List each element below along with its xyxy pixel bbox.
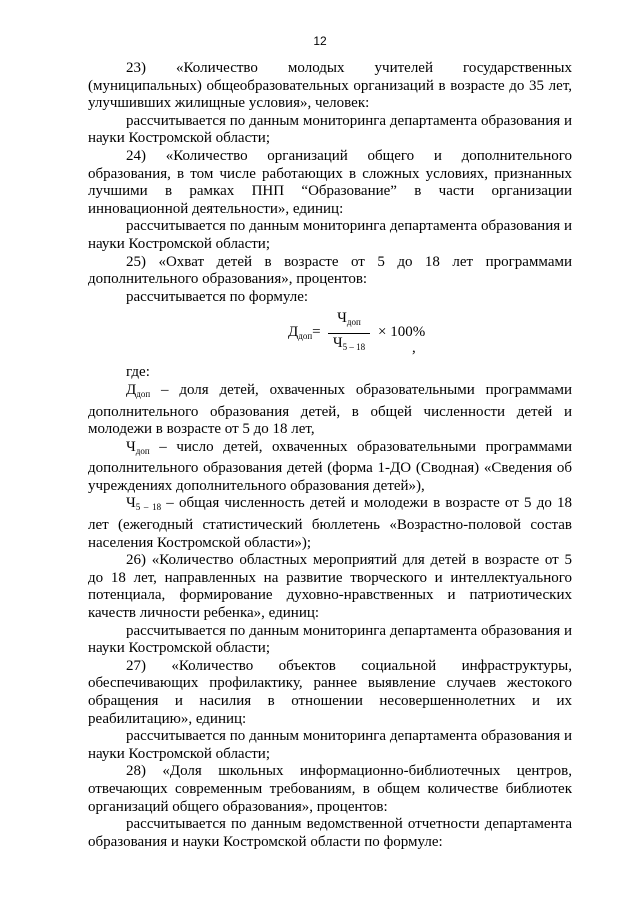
document-body	[88, 60, 572, 851]
paragraph-24: 24) «Количество организаций общего и дополнительного образования, в том числе работающих в сложных условиях, признанных лучшими в рамках ПНП “Образование” в части организации инновационной деятельности», единиц:	[88, 147, 572, 217]
page-number: 12	[313, 34, 327, 48]
paragraph-25: 25) «Охват детей в возрасте от 5 до 18 лет программами дополнительного образования», процентов:	[88, 253, 572, 288]
formula-numerator: $Ч_{доп}$	[328, 310, 370, 334]
paragraph-26-source: рассчитывается по данным мониторинга департамента образования и науки Костромской области;	[88, 622, 572, 657]
paragraph-24-source: рассчитывается по данным мониторинга департамента образования и науки Костромской области;	[88, 218, 572, 252]
formula-lhs: $Д_{доп}=$	[288, 324, 321, 342]
formula-coverage	[88, 310, 572, 358]
paragraph-27: 27) «Количество объектов социальной инфраструктуры, обеспечивающих профилактику, раннее выявление случаев жестокого обращения и насилия в отношении несовершеннолетних и их реабилитацию», единиц:	[88, 657, 572, 727]
paragraph-28: 28) «Доля школьных информационно-библиотечных центров, отвечающих современным требованиям, в общем количестве библиотек организаций общего образования», процентов:	[88, 763, 572, 815]
formula-denominator: $Ч_{5 - 18}$	[332, 334, 366, 352]
where-label: где:	[126, 364, 150, 381]
paragraph-27-source: рассчитывается по данным мониторинга департамента образования и науки Костромской области;	[88, 728, 572, 762]
paragraph-25-source: рассчитывается по формуле:	[126, 288, 309, 305]
paragraph-26: 26) «Количество областных мероприятий для детей в возрасте от 5 до 18 лет, направленных на развитие творческого и интеллектуального потенциала, формирование духовно-нравственных и патриотических качеств личности ребенка», единиц:	[88, 552, 572, 622]
paragraph-23: 23) «Количество молодых учителей государственных (муниципальных) общеобразовательных организаций в возрасте до 35 лет, улучшивших жилищные условия», человек:	[88, 60, 572, 112]
formula-comma: ,	[412, 340, 416, 357]
definition-ch5-18: $Ч_{5 - 18}$ – общая численность детей и молодежи в возрасте от 5 до 18 лет (ежегодный статистический бюллетень «Возрастно-половой состав населения Костромской области»);	[88, 495, 573, 551]
paragraph-28-source: рассчитывается по данным ведомственной отчетности департамента образования и науки Костромской области по формуле:	[88, 816, 572, 850]
definition-chdop: $Ч_{доп}$ – число детей, охваченных образовательными программами дополнительного образования детей (форма 1-ДО (Сводная) «Сведения об учреждениях дополнительного образования детей»),	[88, 438, 572, 494]
paragraph-23-source: рассчитывается по данным мониторинга департамента образования и науки Костромской области;	[88, 112, 572, 147]
formula-fraction	[328, 310, 370, 356]
definition-ddop: $Д_{доп}$ – доля детей, охваченных образовательными программами дополнительного образования детей, в общей численности детей и молодежи в возрасте от 5 до 18 лет,	[88, 381, 572, 438]
formula-multiplier: × 100%	[378, 324, 426, 341]
